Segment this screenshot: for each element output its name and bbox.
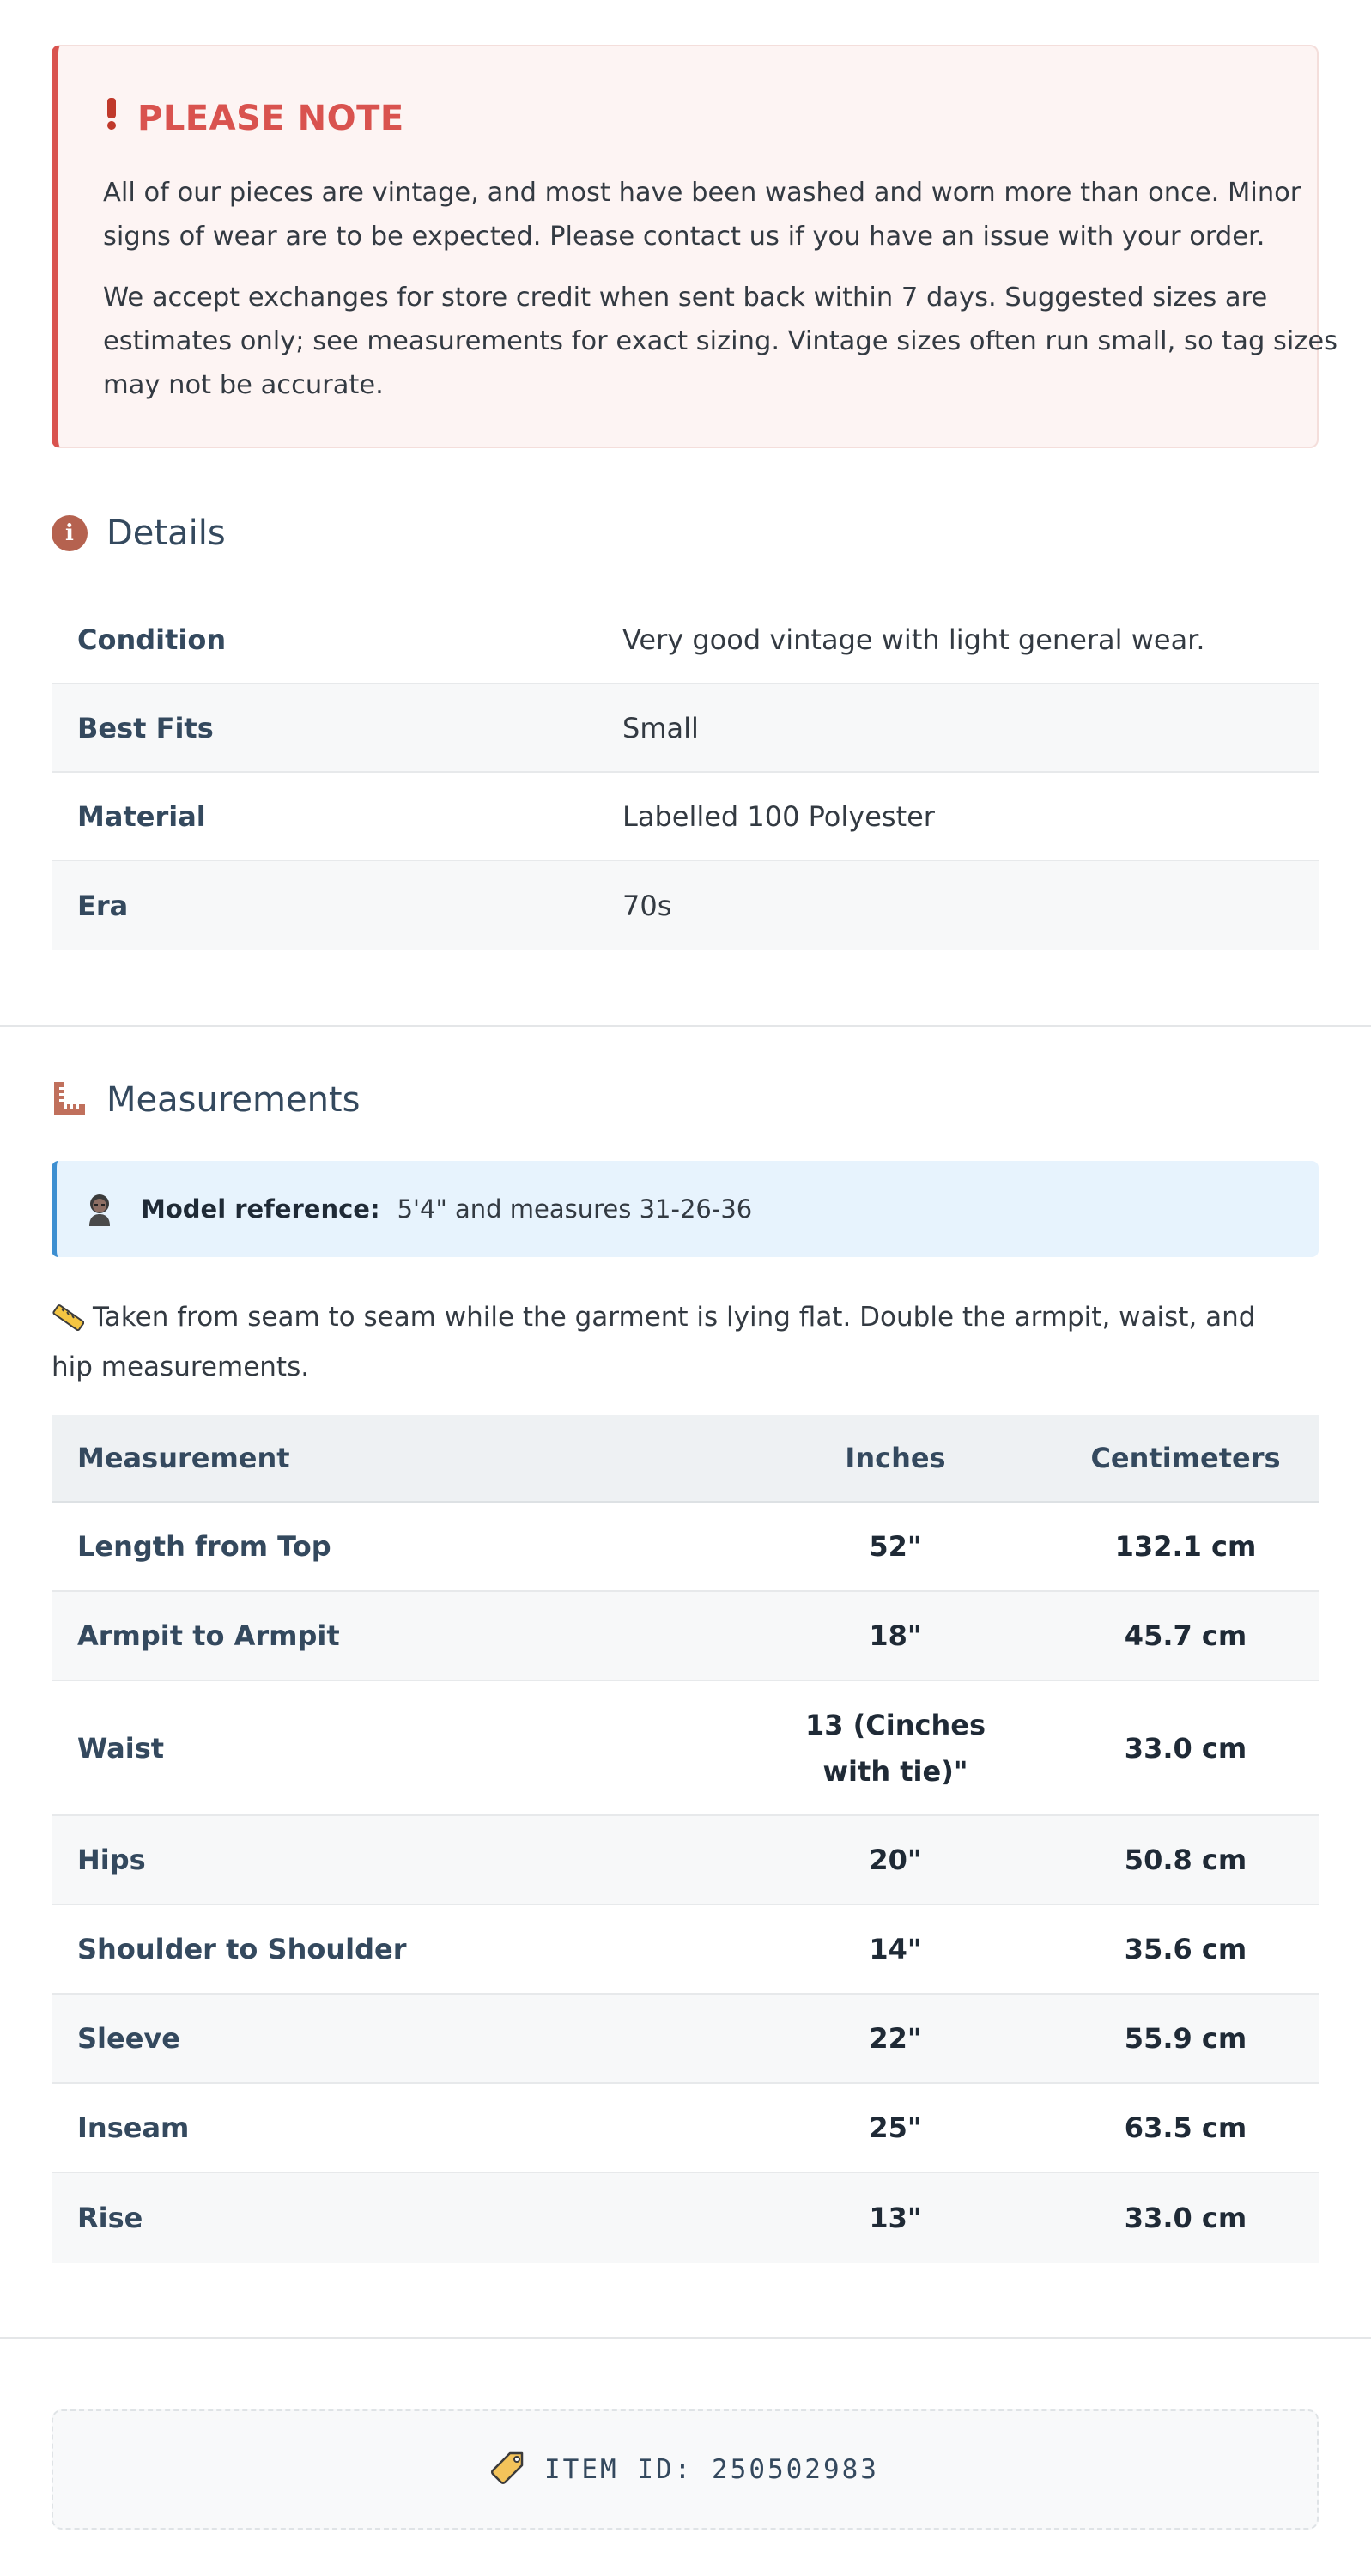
model-reference-value: 5'4" and measures 31-26-36: [397, 1194, 753, 1224]
measurement-name: Armpit to Armpit: [77, 1619, 340, 1652]
measurement-cm: 33.0 cm: [1124, 2202, 1247, 2234]
measurement-name: Inseam: [77, 2111, 190, 2144]
measurement-inches: 14": [869, 1933, 922, 1965]
table-row: [52, 1816, 1319, 1905]
details-value: 70s: [622, 889, 672, 922]
model-reference-label: Model reference:: [141, 1194, 380, 1224]
model-reference-box: [52, 1161, 1319, 1257]
measurement-tip: [52, 1295, 1305, 1389]
measurement-cm: 35.6 cm: [1124, 1933, 1247, 1965]
measurement-inches: 13": [869, 2202, 922, 2234]
measurement-inches: 18": [869, 1619, 922, 1652]
item-id-text: ITEM ID: 250502983: [544, 2454, 879, 2485]
table-row: [52, 1905, 1319, 1995]
measurements-title: Measurements: [106, 1080, 361, 1120]
details-table: [52, 596, 1319, 950]
details-label: Material: [77, 799, 206, 833]
measurement-name: Waist: [77, 1731, 165, 1765]
column-header-inches: Inches: [845, 1442, 946, 1474]
column-header-measurement: Measurement: [77, 1442, 290, 1474]
note-paragraph-1: All of our pieces are vintage, and most have been washed and worn more than once. Minor signs of wear are to be expected. Please contact us if you have an issue with your order.: [103, 178, 1301, 252]
person-icon: [84, 1192, 118, 1226]
measurement-inches: 25": [869, 2111, 922, 2144]
table-row: [52, 1503, 1319, 1592]
table-row: [52, 1995, 1319, 2084]
measurement-cm: 63.5 cm: [1124, 2111, 1247, 2144]
measurement-cm: 45.7 cm: [1124, 1619, 1247, 1652]
measurement-name: Length from Top: [77, 1530, 331, 1563]
tag-icon: [491, 2450, 527, 2489]
details-header: [52, 513, 226, 553]
measurement-inches: 22": [869, 2022, 922, 2055]
pencil-ruler-icon: [52, 1300, 84, 1345]
measurements-header: [52, 1080, 360, 1120]
note-title-text: PLEASE NOTE: [137, 98, 404, 138]
details-value: Labelled 100 Polyester: [622, 799, 935, 833]
table-row: [52, 1592, 1319, 1681]
details-label: Condition: [77, 623, 227, 656]
table-row: [52, 2173, 1319, 2263]
measurement-inches: 52": [869, 1530, 922, 1563]
table-row: [52, 2084, 1319, 2173]
details-value: Small: [622, 711, 699, 744]
table-header-row: [52, 1415, 1319, 1503]
section-divider: [0, 1025, 1371, 1027]
measurement-cm: 33.0 cm: [1124, 1731, 1247, 1765]
details-row: [52, 684, 1319, 773]
measurement-name: Sleeve: [77, 2022, 180, 2055]
details-label: Era: [77, 889, 129, 922]
details-label: Best Fits: [77, 711, 214, 744]
measurement-inches: 20": [869, 1844, 922, 1876]
measurement-name: Shoulder to Shoulder: [77, 1933, 407, 1965]
measurement-cm: 50.8 cm: [1124, 1844, 1247, 1876]
details-row: [52, 596, 1319, 684]
note-paragraph-2: We accept exchanges for store credit when sent back within 7 days. Suggested sizes are estimates only; see measurements for exact sizing. Vintage sizes often run small, so tag sizes may not be accurate.: [103, 283, 1338, 400]
item-id-box: [52, 2409, 1319, 2530]
details-row: [52, 773, 1319, 861]
section-divider: [0, 2337, 1371, 2339]
measurement-name: Rise: [77, 2202, 143, 2234]
column-header-centimeters: Centimeters: [1090, 1442, 1281, 1474]
please-note-box: [52, 45, 1338, 448]
details-row: [52, 861, 1319, 950]
ruler-icon: [52, 1080, 88, 1120]
exclamation-icon: [103, 96, 120, 140]
measurements-table: [52, 1415, 1319, 2263]
info-icon: i: [52, 515, 88, 551]
details-title: Details: [106, 513, 226, 553]
table-row: [52, 1681, 1319, 1816]
measurement-cm: 132.1 cm: [1114, 1530, 1257, 1563]
measurement-cm: 55.9 cm: [1124, 2022, 1247, 2055]
measurement-inches: 13 (Cinches with tie)": [804, 1708, 986, 1788]
measurement-name: Hips: [77, 1844, 146, 1876]
details-value: Very good vintage with light general wear.: [622, 623, 1205, 656]
measurement-tip-text: Taken from seam to seam while the garment is lying flat. Double the armpit, waist, and hip measurements.: [52, 1302, 1256, 1382]
note-title: [103, 96, 1317, 140]
